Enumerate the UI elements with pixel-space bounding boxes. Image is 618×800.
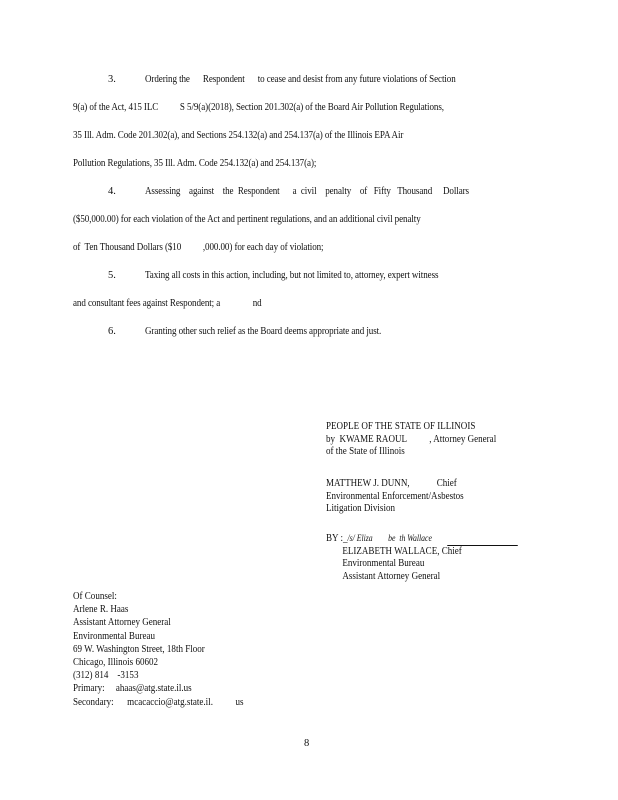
- item-number: 4.: [108, 186, 116, 197]
- page-number: 8: [304, 738, 310, 749]
- signer-block: [326, 532, 518, 583]
- item-text-line: Pollution Regulations, 35 Ill. Adm. Code 254.132(a) and 254.137(a);: [73, 158, 317, 169]
- counsel-block: [73, 590, 244, 709]
- chief-name: MATTHEW J. DUNN, Chief: [326, 478, 457, 489]
- state-line: of the State of Illinois: [326, 446, 405, 458]
- party-name: PEOPLE OF THE STATE OF ILLINOIS: [326, 421, 476, 432]
- item-text-line: 9(a) of the Act, 415 ILC S 5/9(a)(2018), Section 201.302(a) of the Board Air Pollution Regulations,: [73, 102, 444, 113]
- item-text-line: Taxing all costs in this action, including, but not limited to, attorney, expert witness: [145, 270, 439, 281]
- counsel-city: Chicago, Illinois 60602: [73, 657, 159, 669]
- signature-block: [326, 421, 496, 459]
- counsel-primary-email: Primary: ahaas@atg.state.il.us: [73, 683, 192, 695]
- item-text-line: of Ten Thousand Dollars ($10 ,000.00) for each day of violation;: [73, 242, 324, 253]
- counsel-title: Assistant Attorney General: [73, 617, 171, 629]
- counsel-bureau: Environmental Bureau: [73, 630, 156, 642]
- item-text-line: Assessing against the Respondent a civil penalty of Fifty Thousand Dollars: [145, 186, 469, 197]
- by-label: BY :_: [326, 533, 348, 544]
- counsel-heading: Of Counsel:: [73, 591, 117, 602]
- item-text-line: and consultant fees against Respondent; a nd: [73, 298, 262, 309]
- item-text-line: Granting other such relief as the Board deems appropriate and just.: [145, 326, 382, 337]
- attorney-general-line: by KWAME RAOUL , Attorney General: [326, 433, 497, 445]
- item-number: 5.: [108, 270, 116, 281]
- item-text-line: ($50,000.00) for each violation of the Act and pertinent regulations, and an additional civil penalty: [73, 214, 421, 225]
- counsel-phone: (312) 814 -3153: [73, 670, 139, 682]
- signature-row: [326, 532, 518, 546]
- item-text-line: Ordering the Respondent to cease and desist from any future violations of Section: [145, 74, 456, 85]
- signer-bureau: Environmental Bureau: [342, 558, 425, 570]
- division-line: Environmental Enforcement/Asbestos: [326, 490, 464, 502]
- signer-title: Assistant Attorney General: [342, 570, 441, 582]
- item-text-line: 35 Ill. Adm. Code 201.302(a), and Sections 254.132(a) and 254.137(a) of the Illinois EPA Air: [73, 130, 404, 141]
- item-number: 3.: [108, 74, 116, 85]
- counsel-name: Arlene R. Haas: [73, 604, 129, 616]
- counsel-secondary-email: Secondary: mcacaccio@atg.state.il. us: [73, 696, 244, 708]
- division-line: Litigation Division: [326, 503, 395, 515]
- division-block: [326, 478, 464, 516]
- handwritten-signature: /s/ Eliza be th Wallace: [347, 533, 432, 543]
- signer-name: ELIZABETH WALLACE, Chief: [342, 545, 462, 557]
- counsel-street: 69 W. Washington Street, 18th Floor: [73, 643, 205, 655]
- item-number: 6.: [108, 326, 116, 337]
